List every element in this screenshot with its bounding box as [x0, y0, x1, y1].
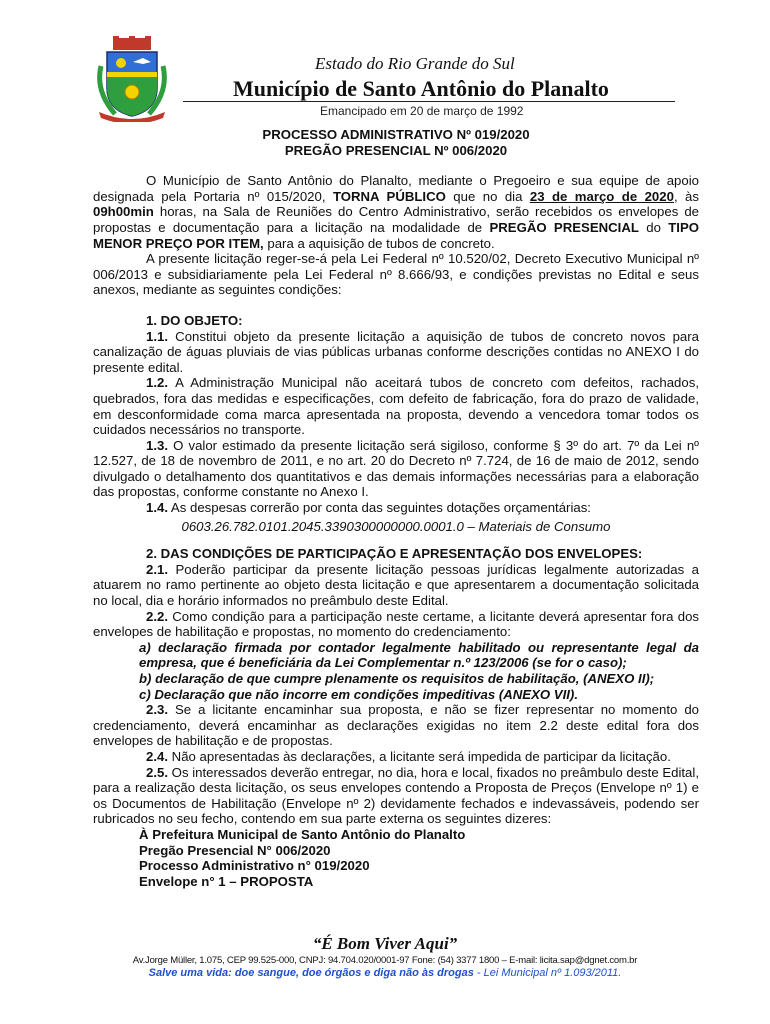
auction-number: PREGÃO PRESENCIAL Nº 006/2020	[284, 142, 508, 158]
requirement-a: a) declaração firmada por contador legalmente habilitado ou representante legal da empresa, que é beneficiária da Lei Complementar n.º 123/2006 (se for o caso);	[139, 639, 699, 671]
item-2-3: 2.3. Se a licitante encaminhar sua proposta, e não se fizer representar no momento do credenciamento, deverá encaminhar as declarações exigidas no item 2.2 deste edital fora dos envelopes de habilitação e de propostas.	[93, 702, 699, 749]
requirement-b: b) declaração de que cumpre plenamente os requisitos de habilitação, (ANEXO II);	[139, 671, 655, 686]
process-number: PROCESSO ADMINISTRATIVO Nº 019/2020	[262, 127, 530, 142]
header-divider	[183, 101, 675, 102]
document-body	[93, 127, 699, 889]
legal-basis-paragraph: A presente licitação reger-se-á pela Lei Federal nº 10.520/02, Decreto Executivo Municipal nº 006/2013 e subsidiariamente pela Lei Federal nº 8.666/93, e condições previstas no Edital e seus anexos, mediante as seguintes condições:	[93, 251, 699, 298]
item-2-5: 2.5. Os interessados deverão entregar, no dia, hora e local, fixados no preâmbulo deste Edital, para a realização desta licitação, os seus envelopes contendo a Proposta de Preços (Envelope nº 1) e os Documentos de Habilitação (Envelope nº 2) devidamente fechados e indevassáveis, podendo ser rubricados no seu fecho, contendo em sua parte externa os seguintes dizeres:	[93, 764, 699, 827]
municipal-coat-of-arms-icon	[93, 36, 171, 122]
emancipation-date: Emancipado em 20 de março de 1992	[320, 104, 524, 118]
item-1-1: 1.1. Constitui objeto da presente licitação a aquisição de tubos de concreto novos para canalização de águas pluviais de vias públicas urbanas conforme descrições contidas no ANEXO I do presente edital.	[93, 328, 699, 375]
budget-allocation: 0603.26.782.0101.2045.3390300000000.0001.0 – Materiais de Consumo	[181, 518, 611, 534]
item-2-4: 2.4. Não apresentadas às declarações, a licitante será impedida de participar da licitação.	[146, 748, 671, 764]
envelope-process-line: Processo Administrativo n° 019/2020	[139, 858, 370, 874]
state-name: Estado do Rio Grande do Sul	[315, 54, 515, 73]
intro-paragraph: O Município de Santo Antônio do Planalto, mediante o Pregoeiro e sua equipe de apoio designada pela Portaria nº 015/2020, TORNA PÚBLICO que no dia 23 de março de 2020, às 09h00min horas, na Sala de Reuniões do Centro Administrativo, serão recebidos os envelopes de propostas e documentação para a licitação na modalidade de PREGÃO PRESENCIAL do TIPO MENOR PREÇO POR ITEM, para a aquisição de tubos de concreto.	[93, 173, 699, 251]
envelope-number-line: Envelope n° 1 – PROPOSTA	[139, 873, 314, 889]
envelope-auction-line: Pregão Presencial N° 006/2020	[139, 842, 331, 858]
item-2-1: 2.1. Poderão participar da presente licitação pessoas jurídicas legalmente autorizadas a atuarem no ramo pertinente ao objeto desta licitação e que apresentarem a documentação solicitada no local, dia e horário informados no preâmbulo deste Edital.	[93, 561, 699, 609]
item-2-2: 2.2. Como condição para a participação neste certame, a licitante deverá apresentar fora dos envelopes de habilitação e propostas, no momento do credenciamento:	[93, 608, 699, 640]
requirement-c: c) Declaração que não incorre em condições impeditivas (ANEXO VII).	[139, 686, 578, 702]
footer-slogan: Salve uma vida: doe sangue, doe órgãos e diga não às drogas - Lei Municipal nº 1.093/2011.	[148, 967, 622, 979]
envelope-address-line: À Prefeitura Municipal de Santo Antônio do Planalto	[139, 826, 466, 842]
section-2-title: 2. DAS CONDIÇÕES DE PARTICIPAÇÃO E APRESENTAÇÃO DOS ENVELOPES:	[146, 546, 643, 562]
footer-motto: “É Bom Viver Aqui”	[312, 934, 458, 953]
section-1-title: 1. DO OBJETO:	[146, 312, 243, 328]
item-1-2: 1.2. A Administração Municipal não aceitará tubos de concreto com defeitos, rachados, quebrados, fora das medidas e especificações, com defeito de fabricação, fora do prazo de validade, em desconformidade coma marca apresentada na proposta, devendo a vencedora tomar todos os cuidados necessários no transporte.	[93, 375, 699, 438]
item-1-4: 1.4. As despesas correrão por conta das seguintes dotações orçamentárias:	[146, 500, 591, 516]
footer-address: Av.Jorge Müller, 1.075, CEP 99.525-000, CNPJ: 94.704.020/0001-97 Fone: (54) 3377 1800 – E-mail: licita.sap@dgnet.com.br	[132, 955, 638, 966]
municipality-name: Município de Santo Antônio do Planalto	[233, 76, 609, 101]
item-1-3: 1.3. O valor estimado da presente licitação será sigiloso, conforme § 3º do art. 7º da Lei nº 12.527, de 18 de novembro de 2011, e no art. 20 do Decreto nº 7.724, de 16 de maio de 2012, sendo divulgado o detalhamento dos quantitativos e das demais informações necessárias para a elaboração das propostas, conforme constante no Anexo I.	[93, 437, 699, 500]
